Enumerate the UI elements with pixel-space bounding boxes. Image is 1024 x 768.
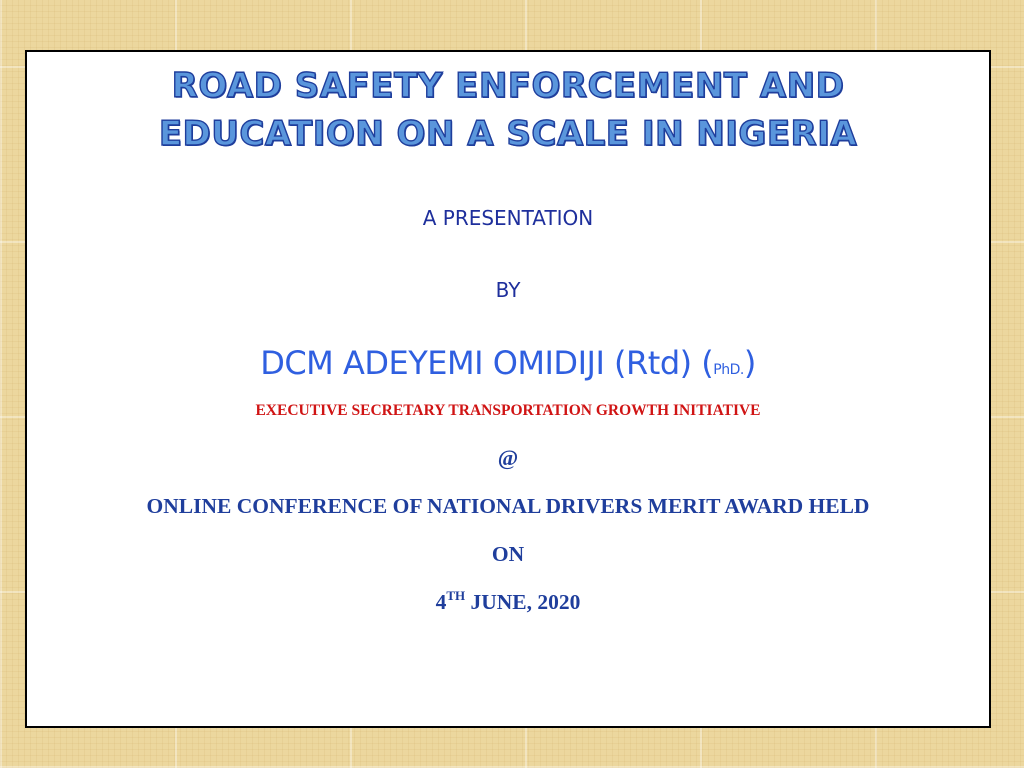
presenter-name-text: DCM ADEYEMI OMIDIJI (Rtd) ( <box>260 344 714 382</box>
presenter-role: EXECUTIVE SECRETARY TRANSPORTATION GROWTH INITIATIVE <box>255 402 761 419</box>
date-day: 4 <box>435 590 447 614</box>
presenter-name <box>27 344 989 382</box>
event-date <box>27 588 989 615</box>
event-line: ONLINE CONFERENCE OF NATIONAL DRIVERS MERIT AWARD HELD <box>146 494 870 518</box>
date-rest: JUNE, 2020 <box>465 590 581 614</box>
presentation-label: A PRESENTATION <box>422 206 594 230</box>
by-label: BY <box>495 278 521 302</box>
at-symbol: @ <box>497 445 519 470</box>
date-suffix: TH <box>446 588 466 603</box>
on-label: ON <box>491 542 525 566</box>
presenter-close-paren: ) <box>743 344 756 382</box>
slide-title-line-2: EDUCATION ON A SCALE IN NIGERIA <box>158 114 858 154</box>
slide-card <box>25 50 991 728</box>
slide-title-line-1: ROAD SAFETY ENFORCEMENT AND <box>171 66 845 106</box>
presenter-degree: PhD. <box>713 362 744 378</box>
